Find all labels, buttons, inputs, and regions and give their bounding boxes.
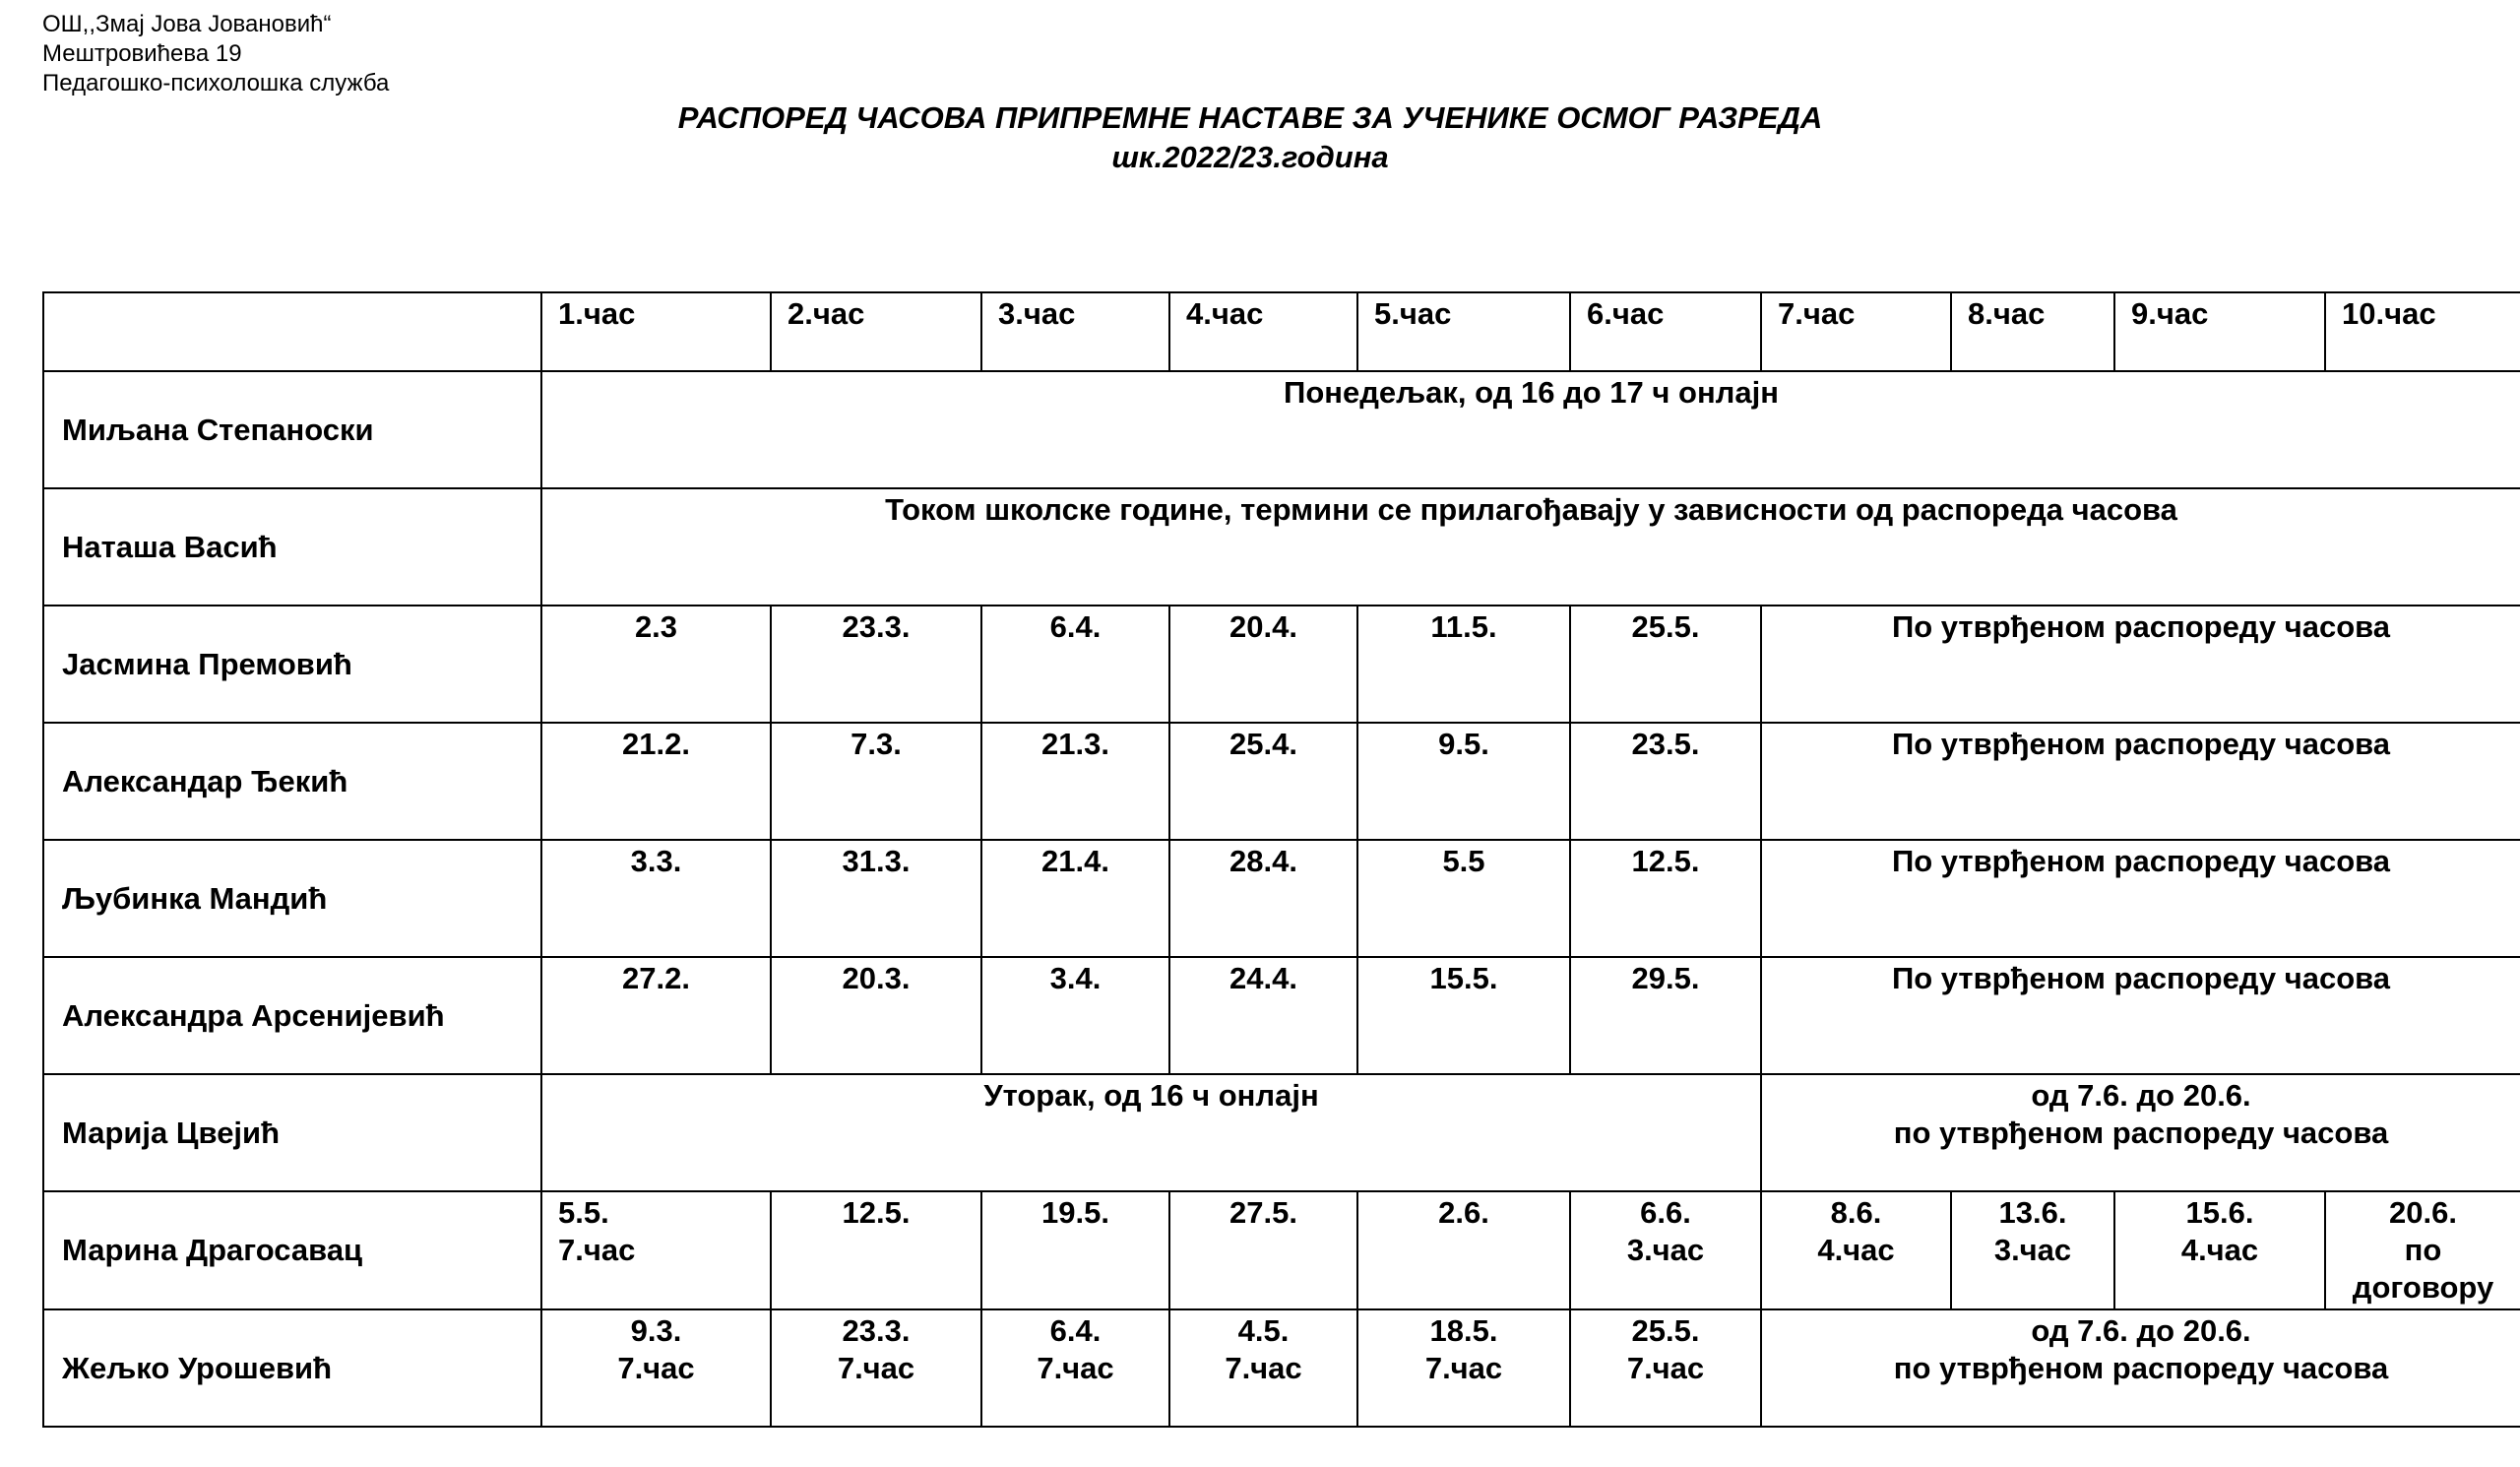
table-row <box>43 1191 2520 1309</box>
column-header: 2.час <box>771 292 981 371</box>
teacher-name: Наташа Васић <box>43 488 541 606</box>
date-cell: 9.5. <box>1357 723 1570 840</box>
date-cell: 6.6. 3.час <box>1570 1191 1761 1309</box>
date-cell: 12.5. <box>771 1191 981 1309</box>
schedule-note: од 7.6. до 20.6. по утврђеном распореду часова <box>1761 1309 2520 1427</box>
school-address: Мештровићева 19 <box>42 40 242 67</box>
table-row <box>43 840 2520 957</box>
teacher-name: Љубинка Мандић <box>43 840 541 957</box>
date-cell: 11.5. <box>1357 606 1570 723</box>
date-cell: 21.3. <box>981 723 1169 840</box>
date-cell: 3.4. <box>981 957 1169 1074</box>
schedule-note: По утврђеном распореду часова <box>1761 957 2520 1074</box>
date-cell: 5.5 <box>1357 840 1570 957</box>
date-cell: 31.3. <box>771 840 981 957</box>
school-name: ОШ,,Змај Јова Јовановић“ <box>42 11 332 37</box>
date-cell: 28.4. <box>1169 840 1357 957</box>
teacher-name: Александра Арсенијевић <box>43 957 541 1074</box>
date-cell: 5.5. 7.час <box>541 1191 771 1309</box>
school-header <box>42 10 389 98</box>
schedule-note: По утврђеном распореду часова <box>1761 606 2520 723</box>
column-header: 5.час <box>1357 292 1570 371</box>
column-header: 4.час <box>1169 292 1357 371</box>
teacher-name: Жељко Урошевић <box>43 1309 541 1427</box>
schedule-note: Понедељак, од 16 до 17 ч онлајн <box>541 371 2520 488</box>
schedule-note: Уторак, од 16 ч онлајн <box>541 1074 1761 1191</box>
date-cell: 20.3. <box>771 957 981 1074</box>
date-cell: 27.2. <box>541 957 771 1074</box>
column-header: 9.час <box>2114 292 2325 371</box>
schedule-note: од 7.6. до 20.6. по утврђеном распореду часова <box>1761 1074 2520 1191</box>
date-cell: 25.5. <box>1570 606 1761 723</box>
school-service: Педагошко-психолошка служба <box>42 70 390 96</box>
document-title: РАСПОРЕД ЧАСОВА ПРИПРЕМНЕ НАСТАВЕ ЗА УЧЕНИКЕ ОСМОГ РАЗРЕДА <box>677 100 1823 135</box>
teacher-name: Јасмина Премовић <box>43 606 541 723</box>
schedule-note: По утврђеном распореду часова <box>1761 723 2520 840</box>
date-cell: 6.4. 7.час <box>981 1309 1169 1427</box>
date-cell: 23.5. <box>1570 723 1761 840</box>
header-row <box>43 292 2520 371</box>
column-header: 6.час <box>1570 292 1761 371</box>
table-row <box>43 606 2520 723</box>
date-cell: 6.4. <box>981 606 1169 723</box>
schedule-note: По утврђеном распореду часова <box>1761 840 2520 957</box>
table-row <box>43 957 2520 1074</box>
date-cell: 12.5. <box>1570 840 1761 957</box>
schedule-note: Током школске године, термини се прилагођавају у зависности од распореда часова <box>541 488 2520 606</box>
teacher-name: Марина Драгосавац <box>43 1191 541 1309</box>
date-cell: 2.6. <box>1357 1191 1570 1309</box>
date-cell: 25.5. 7.час <box>1570 1309 1761 1427</box>
date-cell: 20.4. <box>1169 606 1357 723</box>
date-cell: 19.5. <box>981 1191 1169 1309</box>
date-cell: 4.5. 7.час <box>1169 1309 1357 1427</box>
date-cell: 21.2. <box>541 723 771 840</box>
teacher-name: Александар Ђекић <box>43 723 541 840</box>
column-header: 1.час <box>541 292 771 371</box>
date-cell: 25.4. <box>1169 723 1357 840</box>
date-cell: 2.3 <box>541 606 771 723</box>
table-row <box>43 488 2520 606</box>
date-cell: 20.6. по договору <box>2325 1191 2520 1309</box>
date-cell: 18.5. 7.час <box>1357 1309 1570 1427</box>
column-header: 3.час <box>981 292 1169 371</box>
date-cell: 7.3. <box>771 723 981 840</box>
date-cell: 21.4. <box>981 840 1169 957</box>
column-header: 7.час <box>1761 292 1951 371</box>
date-cell: 24.4. <box>1169 957 1357 1074</box>
date-cell: 23.3. <box>771 606 981 723</box>
table-row <box>43 371 2520 488</box>
document-subtitle: шк.2022/23.година <box>1111 140 1389 174</box>
table-row <box>43 723 2520 840</box>
column-header: 10.час <box>2325 292 2520 371</box>
date-cell: 3.3. <box>541 840 771 957</box>
date-cell: 23.3. 7.час <box>771 1309 981 1427</box>
date-cell: 13.6. 3.час <box>1951 1191 2114 1309</box>
schedule-table <box>42 291 2520 1428</box>
date-cell: 27.5. <box>1169 1191 1357 1309</box>
teacher-name: Марија Цвејић <box>43 1074 541 1191</box>
column-header: 8.час <box>1951 292 2114 371</box>
date-cell: 15.5. <box>1357 957 1570 1074</box>
date-cell: 29.5. <box>1570 957 1761 1074</box>
date-cell: 8.6. 4.час <box>1761 1191 1951 1309</box>
date-cell: 15.6. 4.час <box>2114 1191 2325 1309</box>
table-row <box>43 1309 2520 1427</box>
date-cell: 9.3. 7.час <box>541 1309 771 1427</box>
teacher-name: Миљана Степаноски <box>43 371 541 488</box>
table-row <box>43 1074 2520 1191</box>
corner-cell <box>43 292 541 371</box>
